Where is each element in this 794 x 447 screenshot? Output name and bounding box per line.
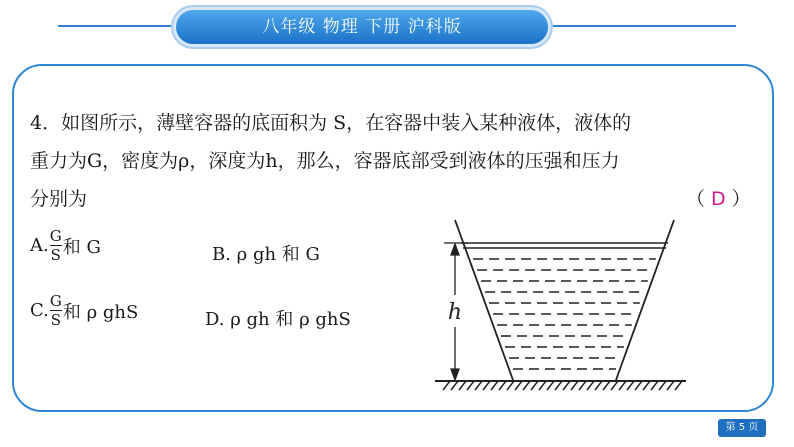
hatch-mark xyxy=(547,381,554,390)
liquid-dashes xyxy=(473,259,656,369)
hatch-mark xyxy=(467,381,474,390)
hatch-mark xyxy=(443,381,450,390)
hatch-mark xyxy=(507,381,514,390)
container-walls xyxy=(455,220,674,380)
hatch-mark xyxy=(523,381,530,390)
option-c[interactable] xyxy=(30,293,138,328)
hatch-mark xyxy=(483,381,490,390)
option-d[interactable]: D. ρ gh 和 ρ ghS xyxy=(205,309,351,330)
option-a-suffix: 和 G xyxy=(62,236,101,258)
ground-hatching xyxy=(435,381,686,390)
paren-close: ） xyxy=(731,188,751,210)
hatch-mark xyxy=(451,381,458,390)
header-banner: 八年级 物理 下册 沪科版 xyxy=(176,10,548,44)
depth-label: h xyxy=(447,300,463,325)
option-b[interactable]: B. ρ gh 和 G xyxy=(212,244,320,265)
hatch-mark xyxy=(627,381,634,390)
hatch-mark xyxy=(643,381,650,390)
option-c-denominator: S xyxy=(50,311,61,329)
hatch-mark xyxy=(491,381,498,390)
option-c-suffix: 和 ρ ghS xyxy=(62,301,139,323)
hatch-mark xyxy=(635,381,642,390)
hatch-mark xyxy=(459,381,466,390)
hatch-mark xyxy=(587,381,594,390)
option-a[interactable] xyxy=(30,228,101,263)
header-rule-right xyxy=(540,25,736,27)
option-a-denominator: S xyxy=(50,246,61,264)
container-diagram xyxy=(430,215,692,395)
question-line-2: 重力为G，密度为ρ，深度为h，那么，容器底部受到液体的压强和压力 xyxy=(30,150,620,172)
answer-bracket xyxy=(686,184,751,211)
hatch-mark xyxy=(515,381,522,390)
hatch-mark xyxy=(499,381,506,390)
question-line-1: 4．如图所示，薄壁容器的底面积为 S，在容器中装入某种液体，液体的 xyxy=(30,112,632,134)
hatch-mark xyxy=(651,381,658,390)
option-a-numerator: G xyxy=(49,227,62,245)
answer-value: D xyxy=(711,188,726,210)
hatch-mark xyxy=(619,381,626,390)
liquid-surface-lines xyxy=(461,243,668,248)
hatch-mark xyxy=(539,381,546,390)
question-line-3: 分别为 xyxy=(30,188,88,210)
hatch-mark xyxy=(563,381,570,390)
hatch-mark xyxy=(603,381,610,390)
hatch-mark xyxy=(667,381,674,390)
page-number-badge: 第 5 页 xyxy=(718,419,766,437)
option-c-numerator: G xyxy=(49,292,62,310)
header-rule-left xyxy=(58,25,182,27)
option-a-fraction xyxy=(50,228,62,263)
hatch-mark xyxy=(475,381,482,390)
hatch-mark xyxy=(571,381,578,390)
hatch-mark xyxy=(611,381,618,390)
hatch-mark xyxy=(595,381,602,390)
option-c-fraction xyxy=(50,293,62,328)
hatch-mark xyxy=(675,381,682,390)
paren-open: （ xyxy=(686,188,706,210)
hatch-mark xyxy=(659,381,666,390)
hatch-mark xyxy=(555,381,562,390)
hatch-mark xyxy=(579,381,586,390)
option-c-prefix: C. xyxy=(30,300,49,321)
hatch-mark xyxy=(531,381,538,390)
option-a-prefix: A. xyxy=(30,235,49,256)
